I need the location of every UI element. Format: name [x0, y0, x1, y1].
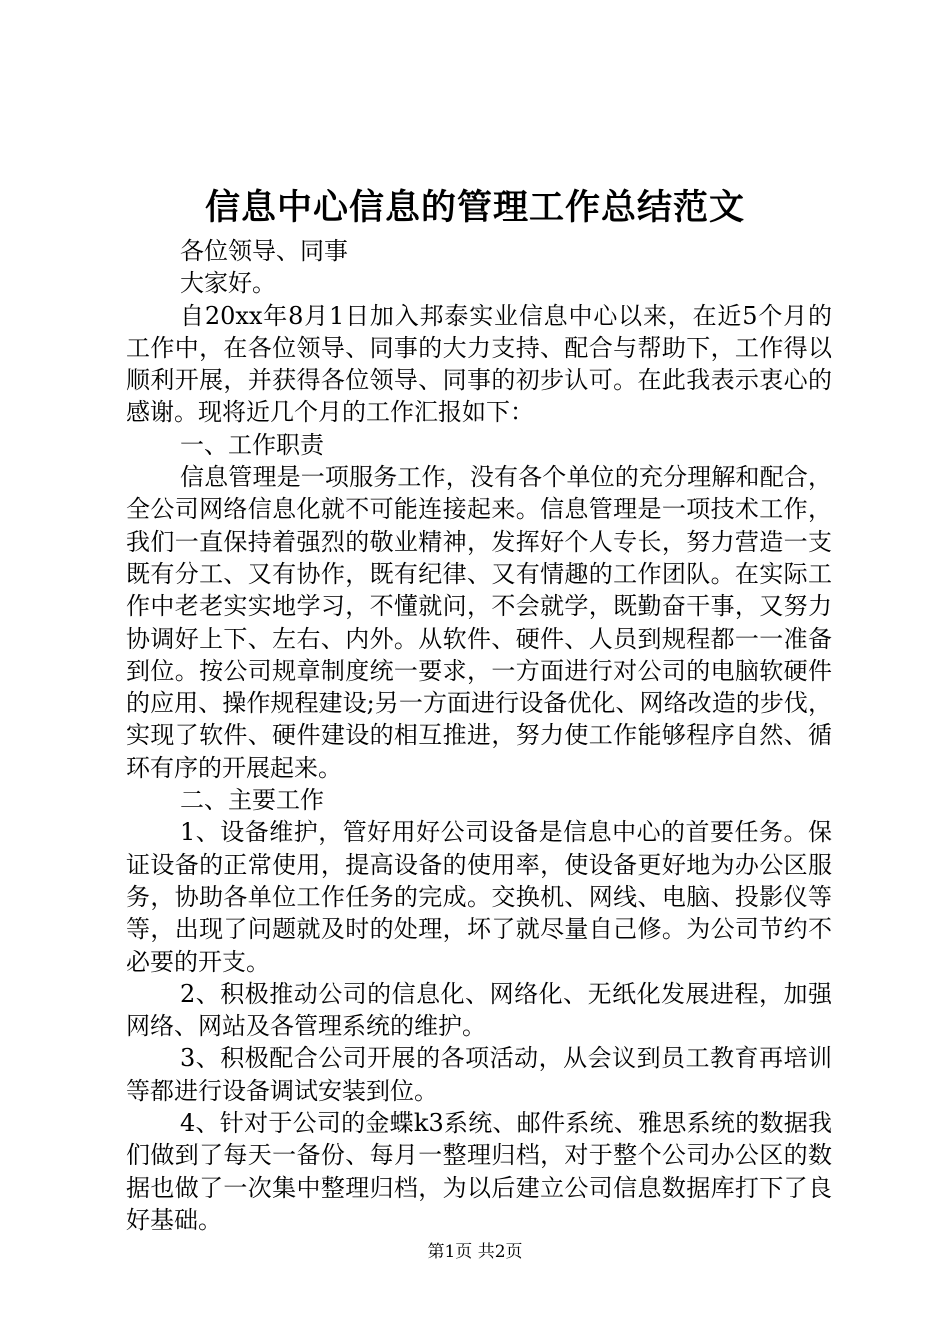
section-heading-main-work: 二、主要工作: [180, 786, 324, 815]
document-body: [126, 235, 832, 1236]
paragraph-item-2: 2、积极推动公司的信息化、网络化、无纸化发展进程，加强网络、网站及各管理系统的维护。: [126, 979, 832, 1041]
paragraph-intro: 自20xx年8月1日加入邦泰实业信息中心以来，在近5个月的工作中，在各位领导、同事的大力支持、配合与帮助下，工作得以顺利开展，并获得各位领导、同事的初步认可。在此我表示衷心的感谢。现将近几个月的工作汇报如下：: [126, 301, 832, 427]
paragraph-item-4: 4、针对于公司的金蝶k3系统、邮件系统、雅思系统的数据我们做到了每天一备份、每月一整理归档，对于整个公司办公区的数据也做了一次集中整理归档，为以后建立公司信息数据库打下了良好基础。: [126, 1109, 832, 1234]
paragraph-responsibilities: 信息管理是一项服务工作，没有各个单位的充分理解和配合，全公司网络信息化就不可能连接起来。信息管理是一项技术工作，我们一直保持着强烈的敬业精神，发挥好个人专长，努力营造一支既有分工、又有协作，既有纪律、又有情趣的工作团队。在实际工作中老老实实地学习，不懂就问，不会就学，既勤奋干事，又努力协调好上下、左右、内外。从软件、硬件、人员到规程都一一准备到位。按公司规章制度统一要求，一方面进行对公司的电脑软硬件的应用、操作规程建设;另一方面进行设备优化、网络改造的步伐，实现了软件、硬件建设的相互推进，努力使工作能够程序自然、循环有序的开展起来。: [126, 463, 832, 782]
paragraph-greeting: 大家好。: [180, 269, 276, 298]
document-title: 信息中心信息的管理工作总结范文: [204, 187, 745, 228]
paragraph-item-3: 3、积极配合公司开展的各项活动，从会议到员工教育再培训等都进行设备调试安装到位。: [126, 1044, 832, 1105]
paragraph-salutation: 各位领导、同事: [180, 237, 348, 265]
paragraph-item-1: 1、设备维护，管好用好公司设备是信息中心的首要任务。保证设备的正常使用，提高设备的使用率，使设备更好地为办公区服务，协助各单位工作任务的完成。交换机、网线、电脑、投影仪等等，出现了问题就及时的处理，坏了就尽量自己修。为公司节约不必要的开支。: [126, 818, 832, 976]
section-heading-responsibilities: 一、工作职责: [180, 430, 324, 459]
page-number-footer: 第1页 共2页: [427, 1242, 523, 1262]
